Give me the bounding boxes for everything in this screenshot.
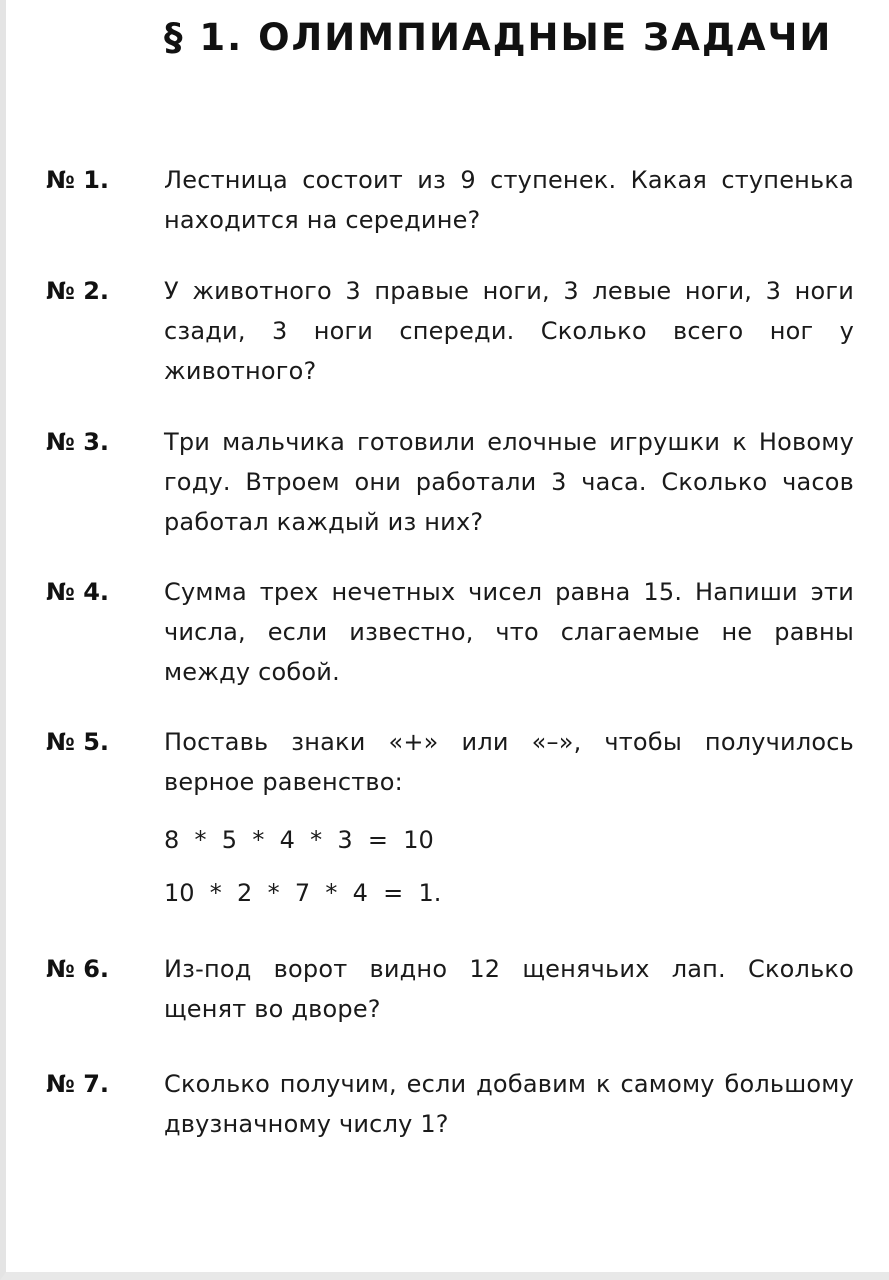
- equation-2: 10 * 2 * 7 * 4 = 1.: [164, 879, 442, 907]
- problem-text: У животного 3 правые ноги, 3 левые ноги, 3 ноги сзади, 3 ноги спереди. Сколько всего ног у животного?: [164, 277, 854, 385]
- problem-text: Три мальчика готовили елочные игрушки к Новому году. Втроем они работали 3 часа. Сколько часов работал каждый из них?: [164, 428, 854, 536]
- problem-text: Лестница состоит из 9 ступенек. Какая ступенька находится на середине?: [164, 166, 854, 234]
- problem-number: № 6.: [46, 955, 110, 983]
- problem-number: № 3.: [46, 428, 110, 456]
- problem-text: Сумма трех нечетных чисел равна 15. Напиши эти числа, если известно, что слагаемые не равны между собой.: [164, 578, 854, 686]
- problem-number: № 2.: [46, 277, 110, 305]
- problem-number: № 5.: [46, 728, 110, 756]
- problem-text: Поставь знаки «+» или «–», чтобы получилось верное равенство:: [164, 728, 854, 796]
- problem-text: Из-под ворот видно 12 щенячьих лап. Сколько щенят во дворе?: [164, 955, 854, 1023]
- problem-text: Сколько получим, если добавим к самому большому двузначному числу 1?: [164, 1070, 854, 1138]
- problem-number: № 4.: [46, 578, 110, 606]
- equation-1: 8 * 5 * 4 * 3 = 10: [164, 826, 434, 854]
- section-title: § 1. ОЛИМПИАДНЫЕ ЗАДАЧИ: [164, 16, 833, 59]
- problem-number: № 7.: [46, 1070, 110, 1098]
- problem-number: № 1.: [46, 166, 110, 194]
